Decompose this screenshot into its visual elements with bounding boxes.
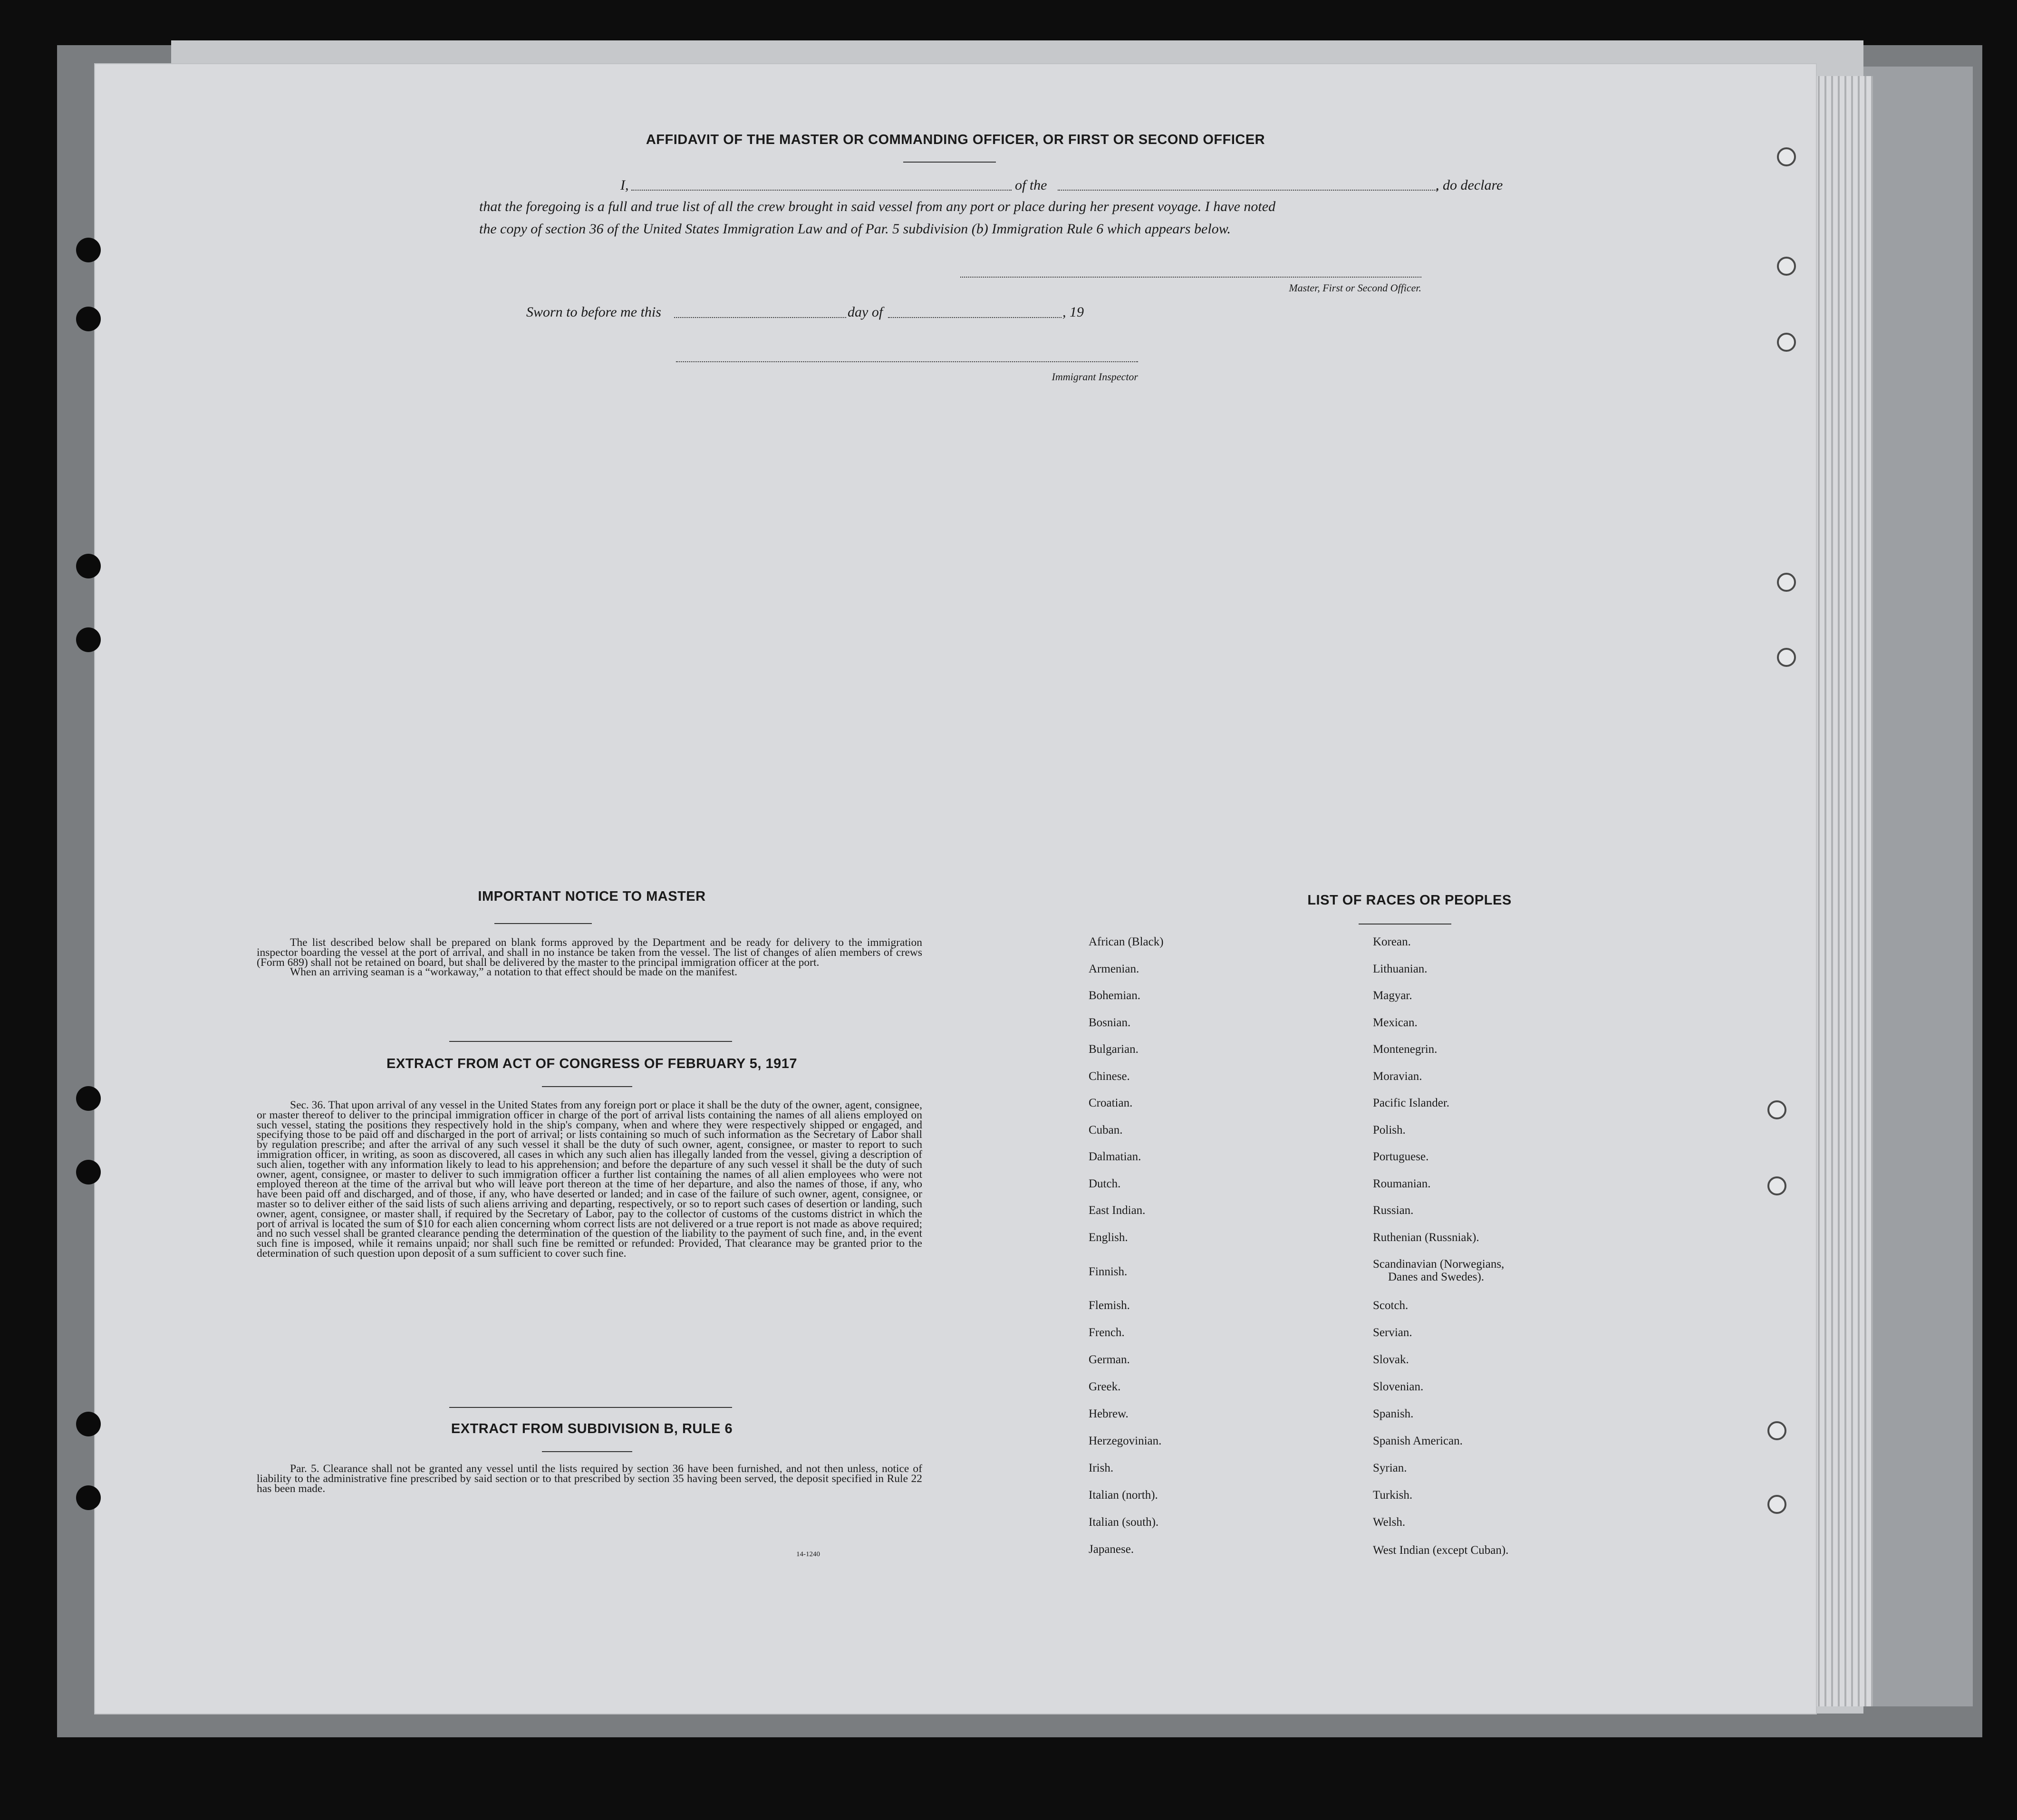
year-label: , 19 — [1062, 304, 1084, 320]
affidavit-of-the-label: of the — [1015, 177, 1047, 193]
notice-title: IMPORTANT NOTICE TO MASTER — [478, 889, 706, 904]
binder-hole — [1777, 648, 1796, 667]
race-item: Flemish. — [1089, 1299, 1130, 1312]
binder-hole — [76, 1086, 101, 1111]
race-item: English. — [1089, 1231, 1128, 1244]
race-item: Welsh. — [1373, 1516, 1406, 1529]
race-item: Japanese. — [1089, 1543, 1134, 1556]
binder-hole — [1767, 1176, 1786, 1195]
affidavit-line-3: the copy of section 36 of the United States Immigration Law and of Par. 5 subdivision (b) Immigration Rule 6 which appears below. — [479, 221, 1231, 237]
affidavit-title: AFFIDAVIT OF THE MASTER OR COMMANDING OFFICER, OR FIRST OR SECOND OFFICER — [646, 132, 1265, 147]
race-item: Moravian. — [1373, 1070, 1422, 1083]
affidavit-i-label: I, — [620, 177, 629, 193]
sworn-day-blank[interactable] — [674, 317, 846, 318]
race-item: Mexican. — [1373, 1016, 1418, 1029]
race-item: Bulgarian. — [1089, 1043, 1139, 1056]
race-item: Bosnian. — [1089, 1016, 1131, 1029]
race-item: Korean. — [1373, 935, 1411, 948]
race-item: Ruthenian (Russniak). — [1373, 1231, 1479, 1244]
binder-hole — [1767, 1495, 1786, 1514]
race-item: Herzegovinian. — [1089, 1435, 1162, 1447]
race-item: Danes and Swedes). — [1388, 1271, 1485, 1283]
extract-act-rule — [542, 1086, 632, 1087]
race-item: Chinese. — [1089, 1070, 1130, 1083]
binder-hole — [1767, 1421, 1786, 1440]
binder-hole — [76, 1485, 101, 1510]
race-item: Roumanian. — [1373, 1177, 1431, 1190]
race-item: Hebrew. — [1089, 1407, 1129, 1420]
binder-hole — [1767, 1100, 1786, 1119]
signer-caption: Master, First or Second Officer. — [1289, 282, 1421, 294]
race-item: Pacific Islander. — [1373, 1097, 1450, 1109]
name-blank[interactable] — [631, 190, 1012, 191]
binder-hole — [1777, 573, 1796, 592]
binder-hole — [76, 1412, 101, 1436]
sworn-label: Sworn to before me this — [526, 304, 661, 320]
notice-body — [257, 938, 922, 977]
race-item: Servian. — [1373, 1326, 1412, 1339]
race-item: Portuguese. — [1373, 1150, 1429, 1163]
races-title: LIST OF RACES OR PEOPLES — [1307, 893, 1512, 908]
notice-rule — [494, 923, 592, 924]
section-rule — [449, 1041, 732, 1042]
race-item: Russian. — [1373, 1204, 1414, 1217]
race-item: Spanish American. — [1373, 1435, 1463, 1447]
race-item: Lithuanian. — [1373, 963, 1428, 975]
race-item: Montenegrin. — [1373, 1043, 1438, 1056]
binder-hole — [76, 1160, 101, 1184]
binder-hole — [1777, 333, 1796, 352]
inspector-signature-blank[interactable] — [676, 361, 1138, 362]
race-item: Spanish. — [1373, 1407, 1414, 1420]
race-item: Croatian. — [1089, 1097, 1133, 1109]
race-item: Scandinavian (Norwegians, — [1373, 1258, 1505, 1271]
form-number: 14-1240 — [796, 1550, 820, 1558]
race-item: Turkish. — [1373, 1489, 1413, 1502]
race-item: Dutch. — [1089, 1177, 1121, 1190]
stacked-sheet-edges — [1806, 76, 1873, 1706]
extract-act-body — [257, 1100, 922, 1259]
binder-hole — [76, 307, 101, 331]
race-item: Slovenian. — [1373, 1380, 1424, 1393]
binder-hole — [76, 627, 101, 652]
notice-paragraph: When an arriving seaman is a “workaway,” a notation to that effect should be made on the manifest. — [290, 966, 737, 979]
extract-rule-body — [257, 1464, 922, 1493]
affidavit-line-2: that the foregoing is a full and true list of all the crew brought in said vessel from any port or place during her present voyage. I have noted — [479, 199, 1276, 214]
race-item: Italian (north). — [1089, 1489, 1158, 1502]
extract-act-paragraph: Sec. 36. That upon arrival of any vessel in the United States from any foreign port or place it shall be the duty of the owner, agent, consignee, or master thereof to deliver to the principal immigration officer in charge of the port of arrival lists containing the names of all aliens employed on such vessel, stating the positions they respectively hold in the ship's company, when and where they were respectively shipped or engaged, and specifying those to be paid off and discharged in the port of arrival; or lists containing so much of such information as the Secretary of Labor shall by regulation prescribe; and after the arrival of any such vessel it shall be the duty of such owner, agent, consignee, or master to report to such immigration officer, in writing, as soon as discovered, all cases in which any such alien has illegally landed from the vessel, giving a description of such alien, together with any information likely to lead to his apprehension; and before the departure of any such vessel it shall be the duty of such owner, agent, consignee, or master to deliver to such immigration officer a further list containing the names of all alien employees who were not employed thereon at the time of the arrival but who will leave port thereon at the time of her departure, and also the names of those, if any, who have been paid off and discharged, and of those, if any, who have deserted or landed; and in case of the failure of such owner, agent, consignee, or master so to deliver either of the said lists of such aliens arriving and departing, respectively, or so to report such cases of desertion or landing, such owner, agent, consignee, or master shall, if required by the Secretary of Labor, pay to the collector of customs of the customs district in which the port of arrival is located the sum of $10 for each alien concerning whom correct lists are not delivered or a true report is not made as above required; and no such vessel shall be granted clearance pending the determination of the question of the liability to the payment of such fine, and, in the event such fine is imposed, while it remains unpaid; nor shall such fine be remitted or refunded: Provided, That clearance may be granted prior to the determination of such question upon deposit of a sum sufficient to cover such fine. — [257, 1099, 922, 1260]
notice-paragraph: The list described below shall be prepared on blank forms approved by the Department and be ready for delivery to the immigration inspector boarding the vessel at the port of arrival, and shall in no instance be taken from the vessel. The list of changes of alien members of crews (Form 689) shall not be retained on board, but shall be delivered by the master to the principal immigration officer at the port. — [257, 936, 922, 969]
race-item: German. — [1089, 1353, 1130, 1366]
extract-rule-title: EXTRACT FROM SUBDIVISION B, RULE 6 — [451, 1421, 733, 1436]
race-item: Magyar. — [1373, 989, 1412, 1002]
race-item: East Indian. — [1089, 1204, 1146, 1217]
extract-act-title: EXTRACT FROM ACT OF CONGRESS OF FEBRUARY 5, 1917 — [386, 1056, 798, 1071]
race-item: Syrian. — [1373, 1462, 1407, 1474]
extract-rule-rule — [542, 1451, 632, 1452]
binder-hole — [1777, 147, 1796, 166]
binder-hole — [76, 554, 101, 578]
race-item: Slovak. — [1373, 1353, 1409, 1366]
extract-rule-paragraph: Par. 5. Clearance shall not be granted any vessel until the lists required by section 36 have been furnished, and not then unless, notice of liability to the administrative fine prescribed by said section or to that prescribed by section 35 having been served, the deposit specified in Rule 22 has been made. — [257, 1463, 922, 1495]
binder-hole — [1777, 257, 1796, 276]
signature-blank[interactable] — [960, 277, 1421, 278]
race-item: Bohemian. — [1089, 989, 1141, 1002]
inspector-caption: Immigrant Inspector — [1052, 371, 1138, 383]
race-item: Irish. — [1089, 1462, 1114, 1474]
race-item: Dalmatian. — [1089, 1150, 1141, 1163]
race-item: Cuban. — [1089, 1124, 1123, 1136]
document-page — [95, 64, 1816, 1714]
race-item: Finnish. — [1089, 1265, 1128, 1278]
affidavit-do-declare-label: , do declare — [1436, 177, 1503, 193]
day-of-label: day of — [848, 304, 883, 320]
race-item: Polish. — [1373, 1124, 1406, 1136]
race-item: French. — [1089, 1326, 1125, 1339]
race-item: Greek. — [1089, 1380, 1121, 1393]
race-item: Scotch. — [1373, 1299, 1409, 1312]
sworn-month-blank[interactable] — [888, 317, 1062, 318]
race-item: Italian (south). — [1089, 1516, 1159, 1529]
section-rule — [449, 1407, 732, 1408]
binder-hole — [76, 238, 101, 262]
title-rule — [903, 162, 996, 163]
race-item: West Indian (except Cuban). — [1373, 1544, 1509, 1557]
race-item: Armenian. — [1089, 963, 1139, 975]
vessel-blank[interactable] — [1058, 190, 1438, 191]
race-item: African (Black) — [1089, 935, 1164, 948]
